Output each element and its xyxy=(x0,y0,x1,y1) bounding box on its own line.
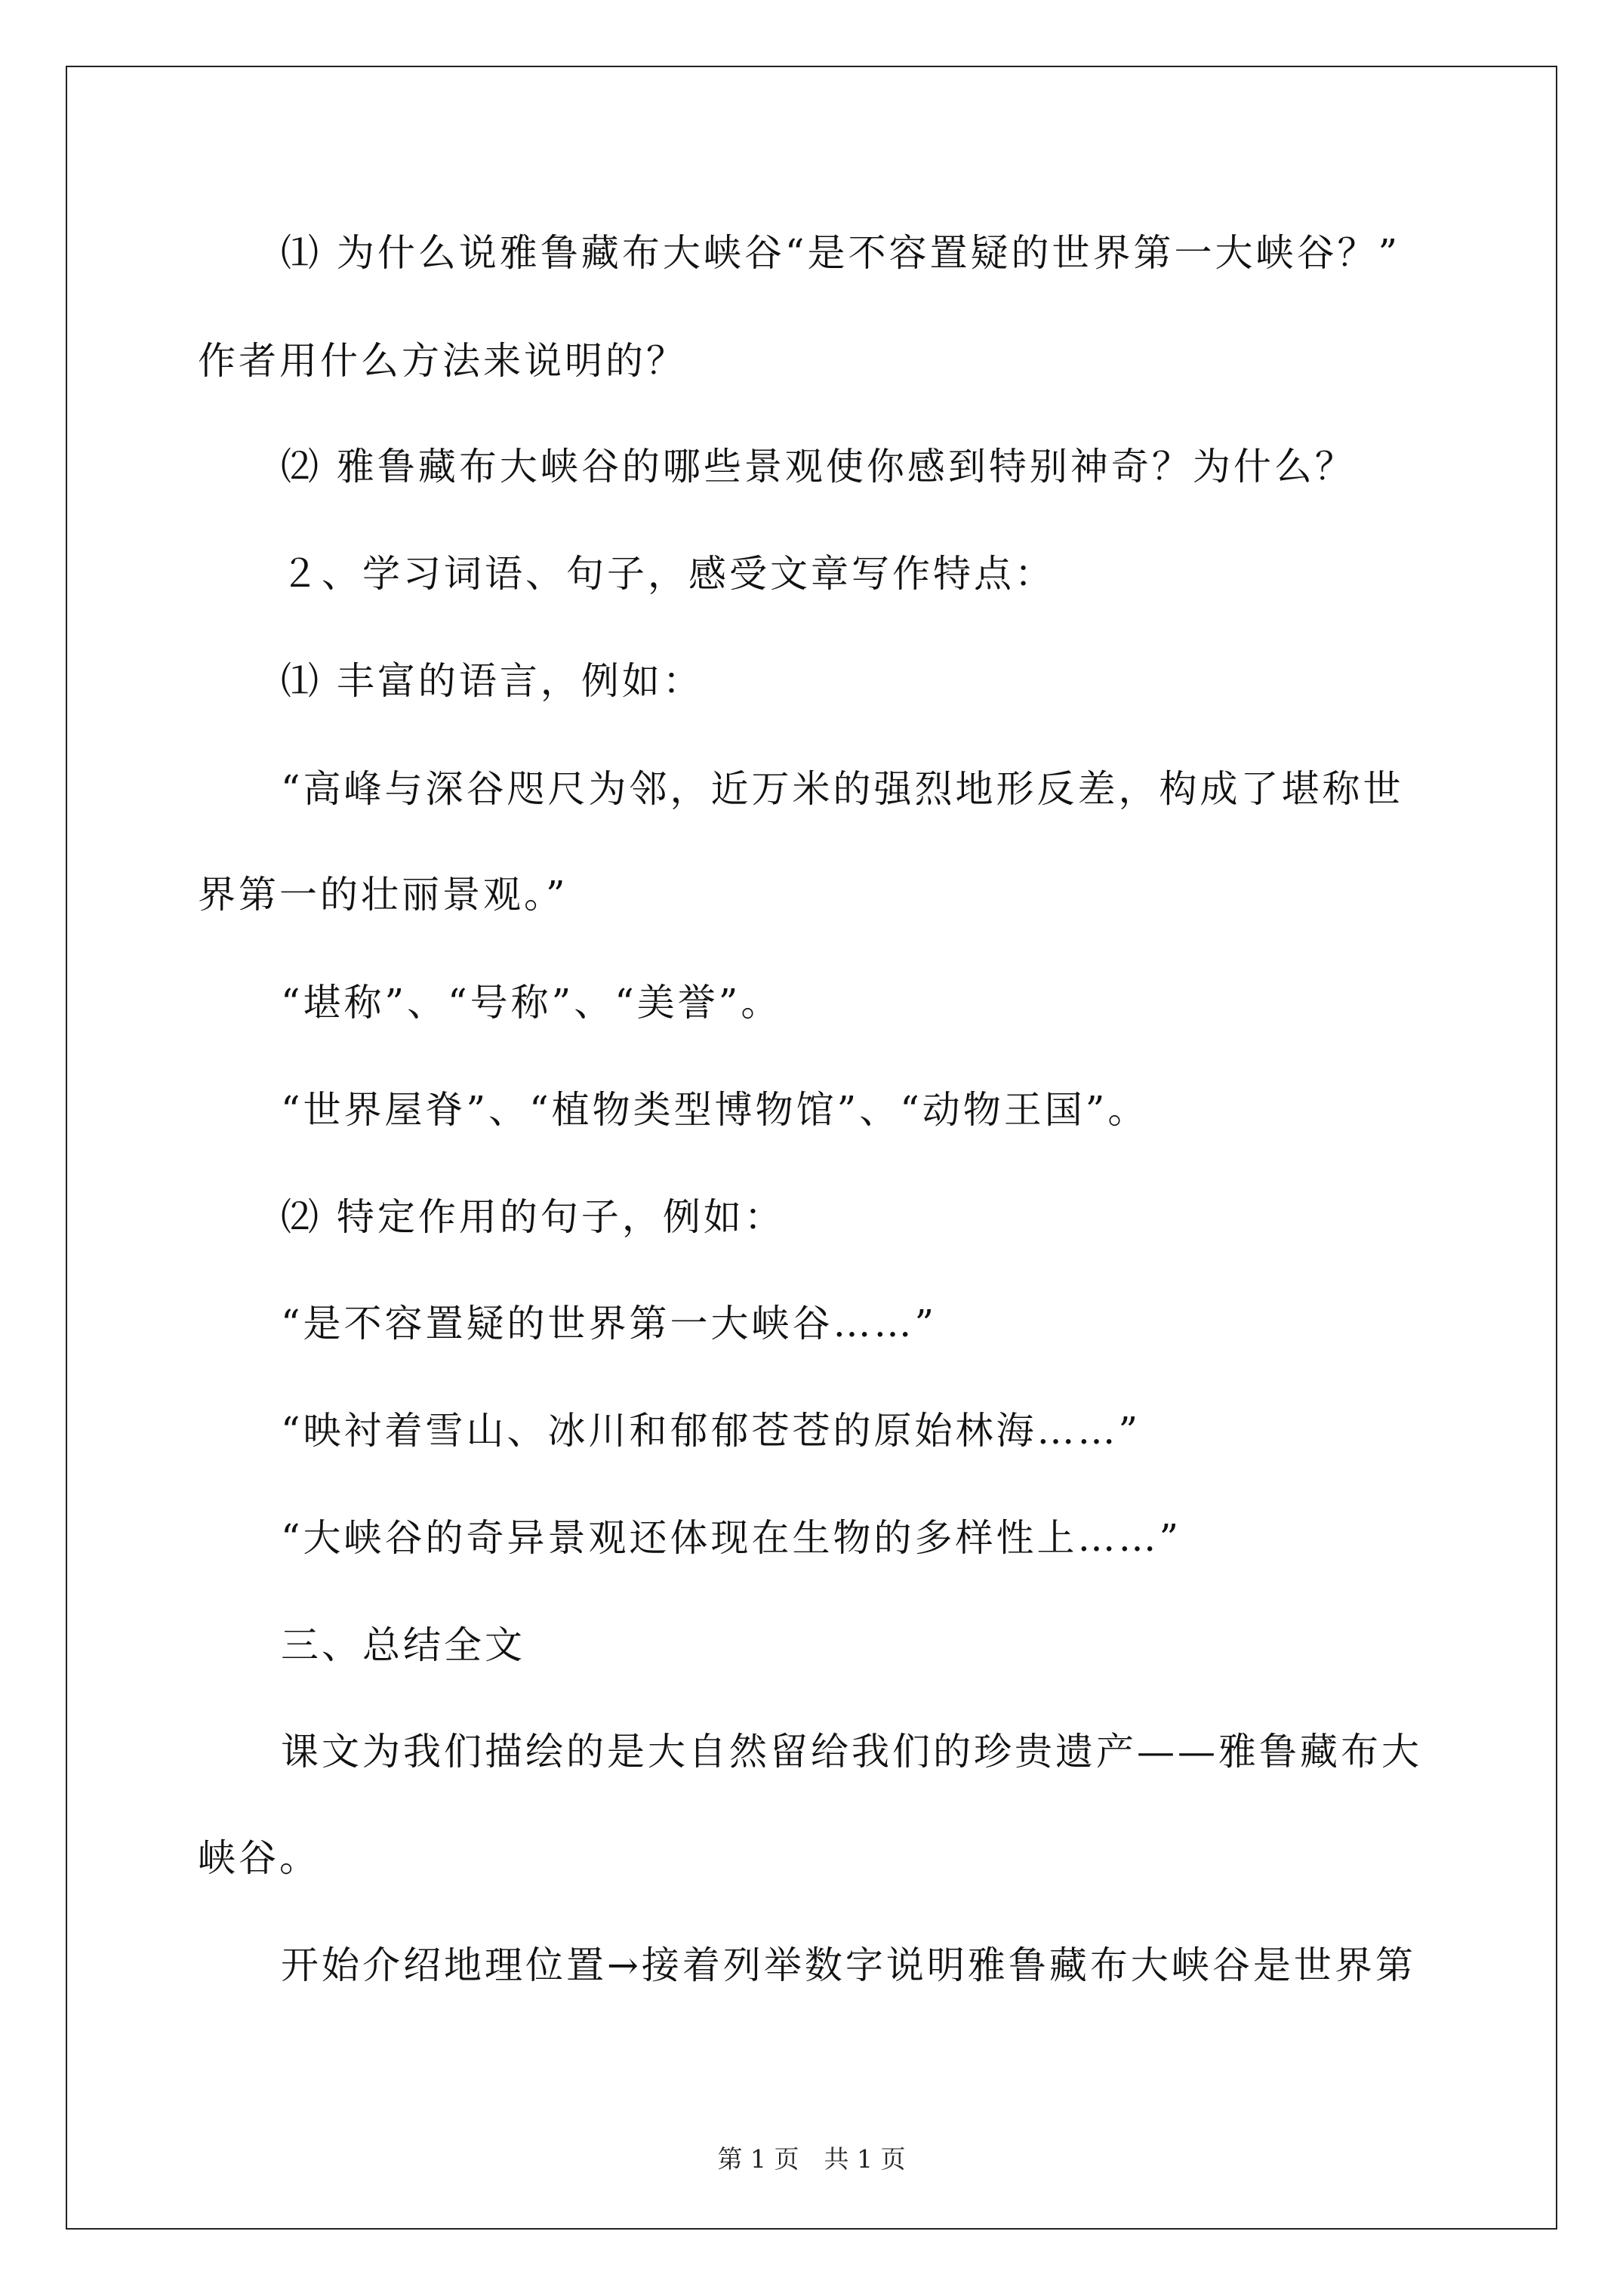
sentence-example-3: “大峡谷的奇异景观还体现在生物的多样性上……” xyxy=(281,1516,1182,1560)
summary-line-1: 课文为我们描绘的是大自然留给我们的珍贵遗产——雅鲁藏布大 xyxy=(281,1730,1422,1774)
page-number-footer: 第 1 页 共 1 页 xyxy=(717,2144,906,2174)
word-examples-2: “世界屋脊”、“植物类型博物馆”、“动物王国”。 xyxy=(281,1088,1149,1132)
section-3-heading: 三、总结全文 xyxy=(281,1623,525,1667)
quote-1-line-1: “高峰与深谷咫尺为邻，近万米的强烈地形反差，构成了堪称世 xyxy=(281,767,1404,811)
quote-1-line-2: 界第一的壮丽景观。” xyxy=(198,873,568,917)
sentence-example-1: “是不容置疑的世界第一大峡谷……” xyxy=(281,1302,938,1345)
item-2-heading: ⑵ 特定作用的句子，例如： xyxy=(281,1195,785,1239)
question-1-line-1: ⑴ 为什么说雅鲁藏布大峡谷“是不容置疑的世界第一大峡谷？” xyxy=(281,231,1401,275)
page-border xyxy=(66,66,1557,2230)
sentence-example-2: “映衬着雪山、冰川和郁郁苍苍的原始林海……” xyxy=(281,1409,1141,1453)
item-1-heading: ⑴ 丰富的语言，例如： xyxy=(281,659,704,703)
section-2-heading: ２、学习词语、句子，感受文章写作特点： xyxy=(281,552,1055,596)
question-2: ⑵ 雅鲁藏布大峡谷的哪些景观使你感到特别神奇？为什么？ xyxy=(281,445,1356,488)
summary-line-3: 开始介绍地理位置→接着列举数字说明雅鲁藏布大峡谷是世界第 xyxy=(281,1943,1416,1987)
word-examples-1: “堪称”、“号称”、“美誉”。 xyxy=(281,981,782,1025)
question-1-line-2: 作者用什么方法来说明的？ xyxy=(198,339,687,383)
summary-line-2: 峡谷。 xyxy=(198,1836,320,1880)
